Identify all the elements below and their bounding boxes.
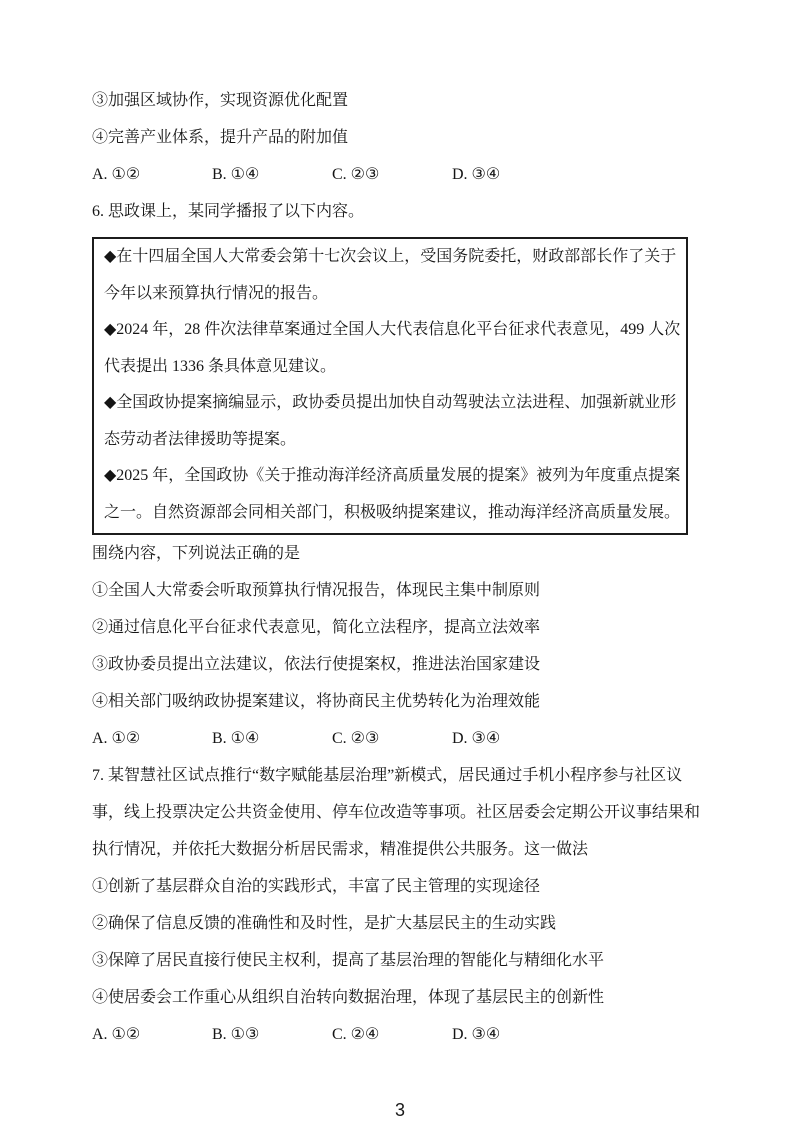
q5-item: ④完善产业体系，提升产品的附加值 xyxy=(92,129,349,146)
q6-option-c: C. ②③ xyxy=(332,730,380,747)
q6-option-d: D. ③④ xyxy=(452,730,501,747)
q6-option-b: B. ①④ xyxy=(212,730,260,747)
q5-option-d: D. ③④ xyxy=(452,166,501,183)
page-number: 3 xyxy=(394,1100,405,1120)
q6-item: ①全国人大常委会听取预算执行情况报告，体现民主集中制原则 xyxy=(92,582,541,599)
q6-material-line: ◆2024 年，28 件次法律草案通过全国人大代表信息化平台征求代表意见，499 人次 xyxy=(104,321,681,338)
q7-option-c: C. ②④ xyxy=(332,1026,380,1043)
q6-material-line: 之一。自然资源部会同相关部门，积极吸纳提案建议，推动海洋经济高质量发展。 xyxy=(104,503,681,521)
q7-item: ④使居委会工作重心从组织自治转向数据治理，体现了基层民主的创新性 xyxy=(92,989,605,1006)
q6-item: ④相关部门吸纳政协提案建议，将协商民主优势转化为治理效能 xyxy=(92,693,541,710)
q6-material-line: ◆全国政协提案摘编显示，政协委员提出加快自动驾驶法立法进程、加强新就业形 xyxy=(104,394,677,411)
q6-material-line: ◆在十四届全国人大常委会第十七次会议上，受国务院委托，财政部部长作了关于 xyxy=(104,248,677,265)
q7-stem-line: 执行情况，并依托大数据分析居民需求，精准提供公共服务。这一做法 xyxy=(92,841,589,858)
q5-item: ③加强区域协作，实现资源优化配置 xyxy=(92,92,349,109)
q5-options xyxy=(92,156,732,193)
q7-option-d: D. ③④ xyxy=(452,1026,501,1043)
q6-material-line: 今年以来预算执行情况的报告。 xyxy=(104,284,329,302)
q6-options xyxy=(92,720,732,757)
q6-stem: 6. 思政课上，某同学播报了以下内容。 xyxy=(92,203,365,220)
q6-item: ③政协委员提出立法建议，依法行使提案权，推进法治国家建设 xyxy=(92,656,541,673)
q5-option-b: B. ①④ xyxy=(212,166,260,183)
q7-item: ①创新了基层群众自治的实践形式，丰富了民主管理的实现途径 xyxy=(92,878,541,895)
q6-material-line: 态劳动者法律援助等提案。 xyxy=(104,430,297,448)
q7-item: ③保障了居民直接行使民主权利，提高了基层治理的智能化与精细化水平 xyxy=(92,952,605,969)
q6-item: ②通过信息化平台征求代表意见，简化立法程序，提高立法效率 xyxy=(92,619,541,636)
page-content xyxy=(92,82,732,1053)
q5-option-a: A. ①② xyxy=(92,166,141,183)
q7-options xyxy=(92,1016,732,1053)
q6-material-line: ◆2025 年，全国政协《关于推动海洋经济高质量发展的提案》被列为年度重点提案 xyxy=(104,467,681,484)
q6-material-line: 代表提出 1336 条具体意见建议。 xyxy=(104,357,337,375)
q7-stem-line: 事，线上投票决定公共资金使用、停车位改造等事项。社区居委会定期公开议事结果和 xyxy=(92,804,701,821)
q5-option-c: C. ②③ xyxy=(332,166,380,183)
q6-option-a: A. ①② xyxy=(92,730,141,747)
q6-question: 围绕内容，下列说法正确的是 xyxy=(92,545,301,562)
q7-item: ②确保了信息反馈的准确性和及时性，是扩大基层民主的生动实践 xyxy=(92,915,557,932)
q6-material-box xyxy=(92,237,688,535)
q7-option-b: B. ①③ xyxy=(212,1026,260,1043)
q7-stem-line: 7. 某智慧社区试点推行“数字赋能基层治理”新模式，居民通过手机小程序参与社区议 xyxy=(92,767,683,784)
q7-option-a: A. ①② xyxy=(92,1026,141,1043)
